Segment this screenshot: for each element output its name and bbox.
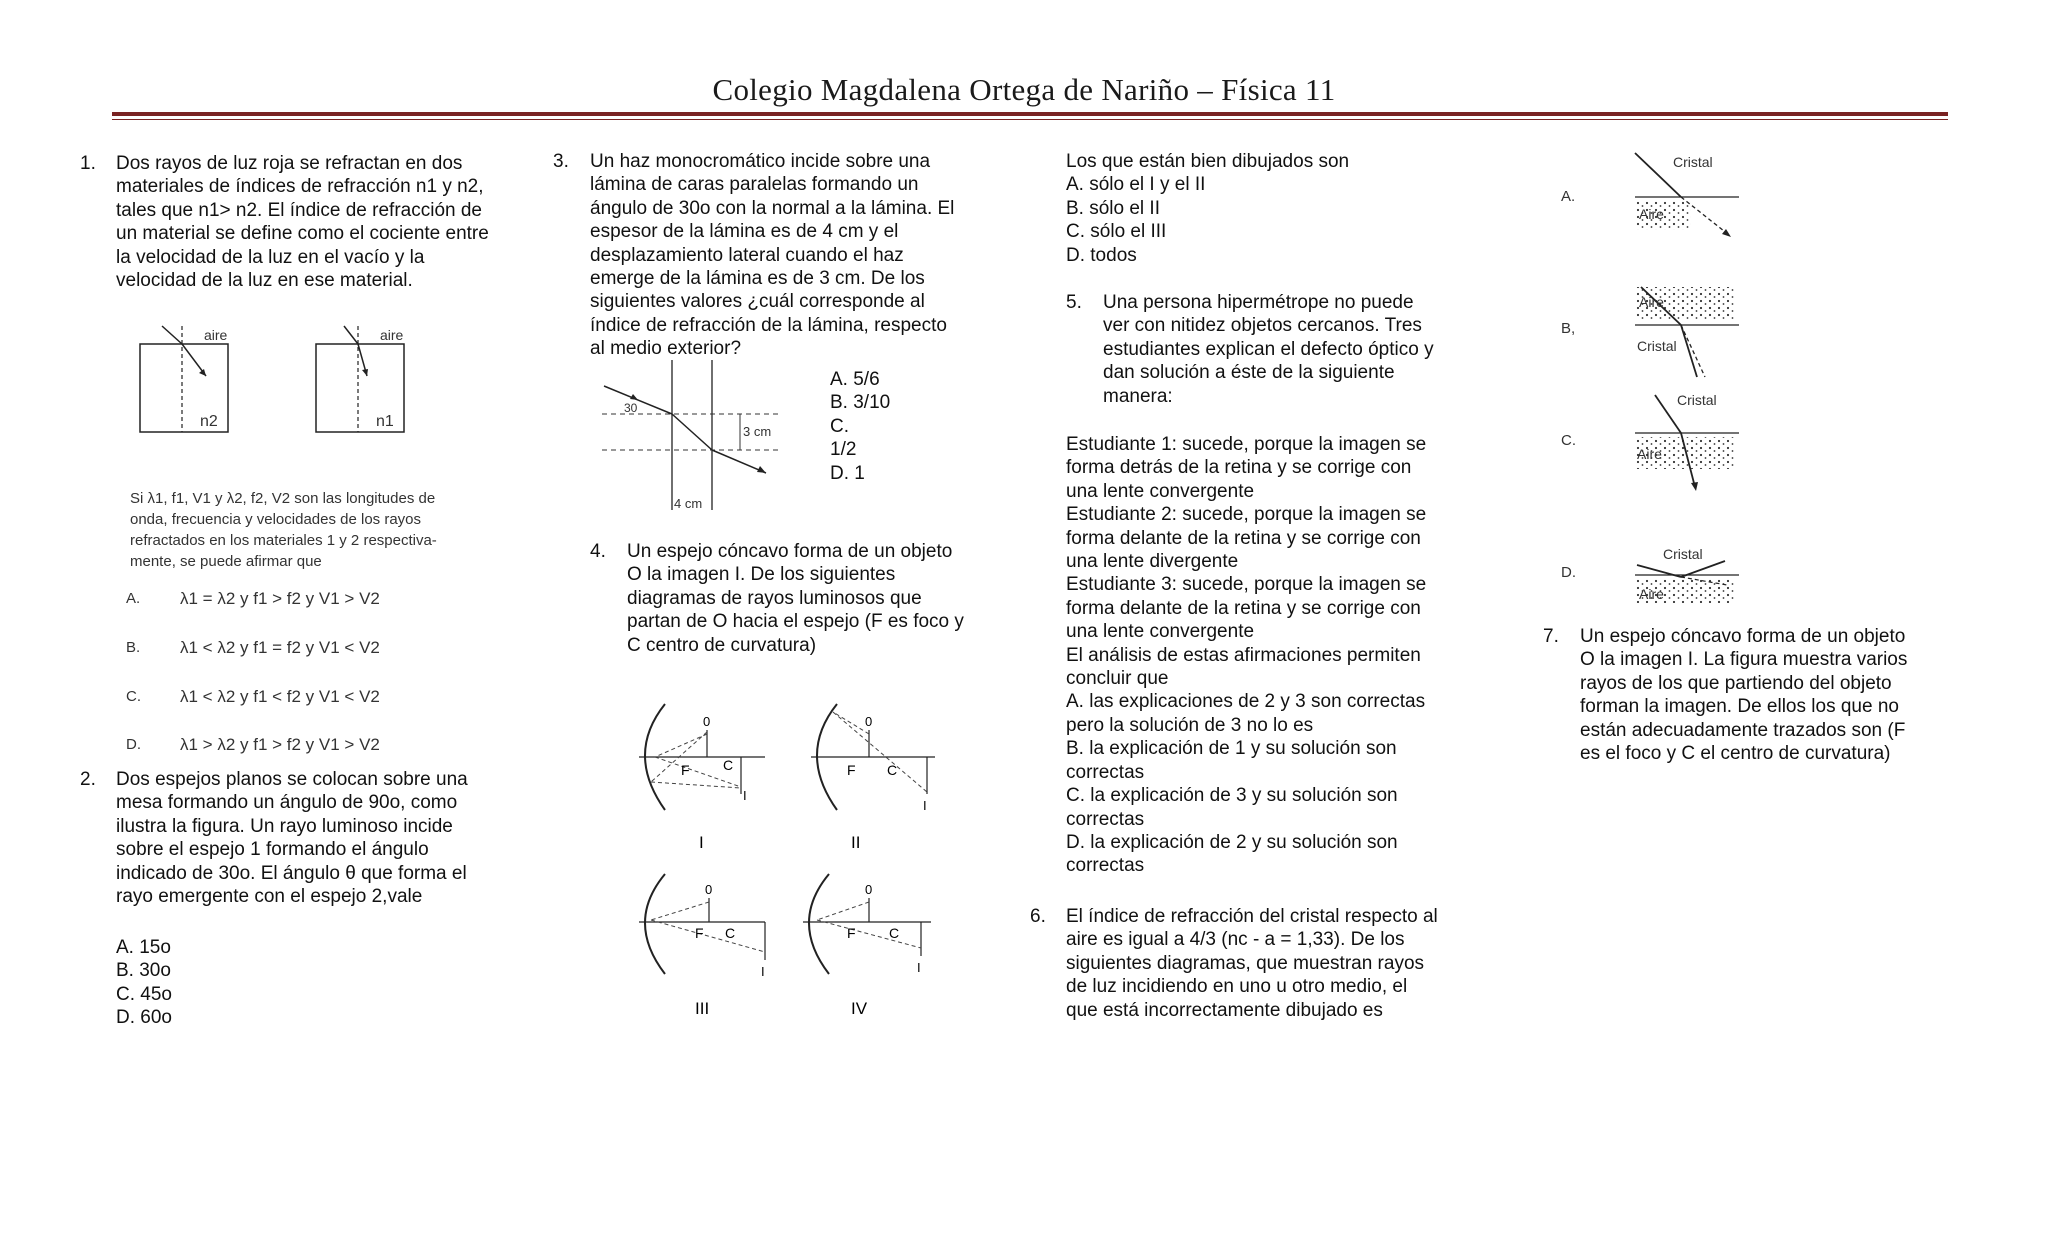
q3-slab-figure (600, 358, 800, 518)
svg-text:n1: n1 (376, 413, 394, 430)
q6-refraction-diagrams (1555, 145, 1755, 615)
diagram-D (1561, 546, 1739, 603)
q4-number: 4. (590, 541, 606, 562)
svg-text:Cristal: Cristal (1637, 338, 1677, 354)
svg-text:0: 0 (705, 882, 713, 897)
svg-text:aire: aire (204, 327, 228, 343)
q6-text: El índice de refracción del cristal respecto al aire es igual a 4/3 (nc - a = 1,33). De los siguientes diagramas, que muestran rayos de luz incidiendo en uno u otro medio, el que está incorrectamente dibujado es (1066, 906, 1438, 1021)
svg-text:Aire: Aire (1639, 586, 1664, 602)
q7-number: 7. (1543, 626, 1559, 647)
mirror-diagram-II (811, 704, 935, 852)
svg-text:F: F (847, 762, 856, 778)
mirror-diagram-I (639, 704, 765, 852)
diagram-A (1561, 153, 1739, 237)
header-rule (112, 112, 1948, 116)
svg-text:F: F (695, 925, 704, 941)
svg-text:aire: aire (380, 327, 404, 343)
svg-text:I: I (743, 788, 747, 803)
svg-text:0: 0 (865, 882, 873, 897)
svg-text:F: F (847, 925, 856, 941)
q7-text: Un espejo cóncavo forma de un objeto O la imagen I. La figura muestra varios rayos de los que partiendo del objeto forman la imagen. De ellos los que no están adecuadamente trazados son (F es el foco y C el centro de curvatura) (1580, 626, 1908, 765)
q5-number: 5. (1066, 292, 1082, 313)
q2-options: A. 15o B. 30o C. 45o D. 60o (116, 937, 172, 1029)
q5-text: Una persona hipermétrope no puede ver con nitidez objetos cercanos. Tres estudiantes explican el defecto óptico y dan solución a éste de la siguiente manera: (1103, 292, 1434, 407)
svg-text:A.: A. (1561, 188, 1576, 205)
svg-text:II: II (851, 833, 861, 852)
q6-number: 6. (1030, 906, 1046, 927)
svg-text:Cristal: Cristal (1673, 154, 1713, 170)
svg-text:3 cm: 3 cm (743, 424, 772, 439)
q3-options: A. 5/6 B. 3/10 C. 1/2 D. 1 (830, 369, 891, 484)
q1-stem: Si λ1, f1, V1 y λ2, f2, V2 son las longitudes de onda, frecuencia y velocidades de los rayos refractados en los materiales 1 y 2 respectiva- mente, se puede afirmar que (130, 490, 437, 570)
svg-text:B,: B, (1561, 320, 1576, 337)
q4-text: Un espejo cóncavo forma de un objeto O la imagen I. De los siguientes diagramas de rayos luminosos que partan de O hacia el espejo (F es foco y C centro de curvatura) (627, 541, 964, 656)
page-title: Colegio Magdalena Ortega de Nariño – Física 11 (712, 72, 1336, 107)
svg-text:D.: D. (1561, 564, 1576, 581)
q1-text: Dos rayos de luz roja se refractan en dos materiales de índices de refracción n1 y n2, tales que n1> n2. El índice de refracción de un material se define como el cociente entre la velocidad de la luz en el vacío y la velocidad de la luz en ese material. (116, 153, 489, 292)
svg-text:IV: IV (851, 999, 868, 1018)
svg-text:C: C (725, 925, 736, 941)
svg-text:C: C (887, 762, 898, 778)
diagram-B (1561, 287, 1739, 377)
svg-text:I: I (761, 964, 765, 979)
q4-mirror-diagrams (615, 682, 940, 1027)
q1-refraction-figure (130, 318, 420, 438)
diagram-C (1561, 392, 1739, 491)
q3-number: 3. (553, 151, 569, 172)
q5-body: Estudiante 1: sucede, porque la imagen se forma detrás de la retina y se corrige con una lente convergente Estudiante 2: sucede, porque la imagen se forma delante de la retina y se corrige con una lente divergente Estudiante 3: sucede, porque la imagen se forma delante de la retina y se corrige con una lente convergente El análisis de estas afirmaciones permiten concluir que A. las explicaciones de 2 y 3 son correctas pero la solución de 3 no lo es B. la explicación de 1 y su solución son correctas C. la explicación de 3 y su solución son correctas D. la explicación de 2 y su solución son correctas (1066, 434, 1427, 877)
mirror-diagram-IV (803, 874, 931, 1018)
svg-text:0: 0 (703, 714, 711, 729)
q1-number: 1. (80, 153, 96, 174)
svg-text:III: III (695, 999, 710, 1018)
svg-text:F: F (681, 762, 690, 778)
q2-number: 2. (80, 769, 96, 790)
header-rule-thin (112, 119, 1948, 120)
q2-text: Dos espejos planos se colocan sobre una mesa formando un ángulo de 90o, como ilustra la figura. Un rayo luminoso incide sobre el espejo 1 formando el ángulo indicado de 30o. El ángulo θ que forma el rayo emergente con el espejo 2,vale (116, 769, 468, 908)
svg-text:I: I (699, 833, 704, 852)
svg-text:4 cm: 4 cm (674, 496, 703, 511)
svg-text:30: 30 (624, 401, 638, 415)
svg-text:C: C (723, 757, 734, 773)
svg-text:n2: n2 (200, 413, 218, 430)
mirror-diagram-III (639, 874, 765, 1018)
svg-text:0: 0 (865, 714, 873, 729)
svg-text:C: C (889, 925, 900, 941)
svg-text:C.: C. (1561, 432, 1576, 449)
svg-text:I: I (923, 798, 927, 813)
q3-text: Un haz monocromático incide sobre una lámina de caras paralelas formando un ángulo de 30o con la normal a la lámina. El espesor de la lámina es de 4 cm y el desplazamiento lateral cuando el haz emerge de la lámina es de 3 cm. De los siguientes valores ¿cuál corresponde al índice de refracción de la lámina, respecto al medio exterior? (590, 151, 955, 360)
q4-answers: Los que están bien dibujados son A. sólo el I y el II B. sólo el II C. sólo el III D. todos (1066, 151, 1350, 266)
svg-text:Aire: Aire (1639, 294, 1664, 310)
svg-text:Cristal: Cristal (1677, 392, 1717, 408)
svg-text:I: I (917, 960, 921, 975)
svg-text:Aire: Aire (1639, 206, 1664, 222)
svg-text:Cristal: Cristal (1663, 546, 1703, 562)
svg-text:Aire: Aire (1637, 446, 1662, 462)
